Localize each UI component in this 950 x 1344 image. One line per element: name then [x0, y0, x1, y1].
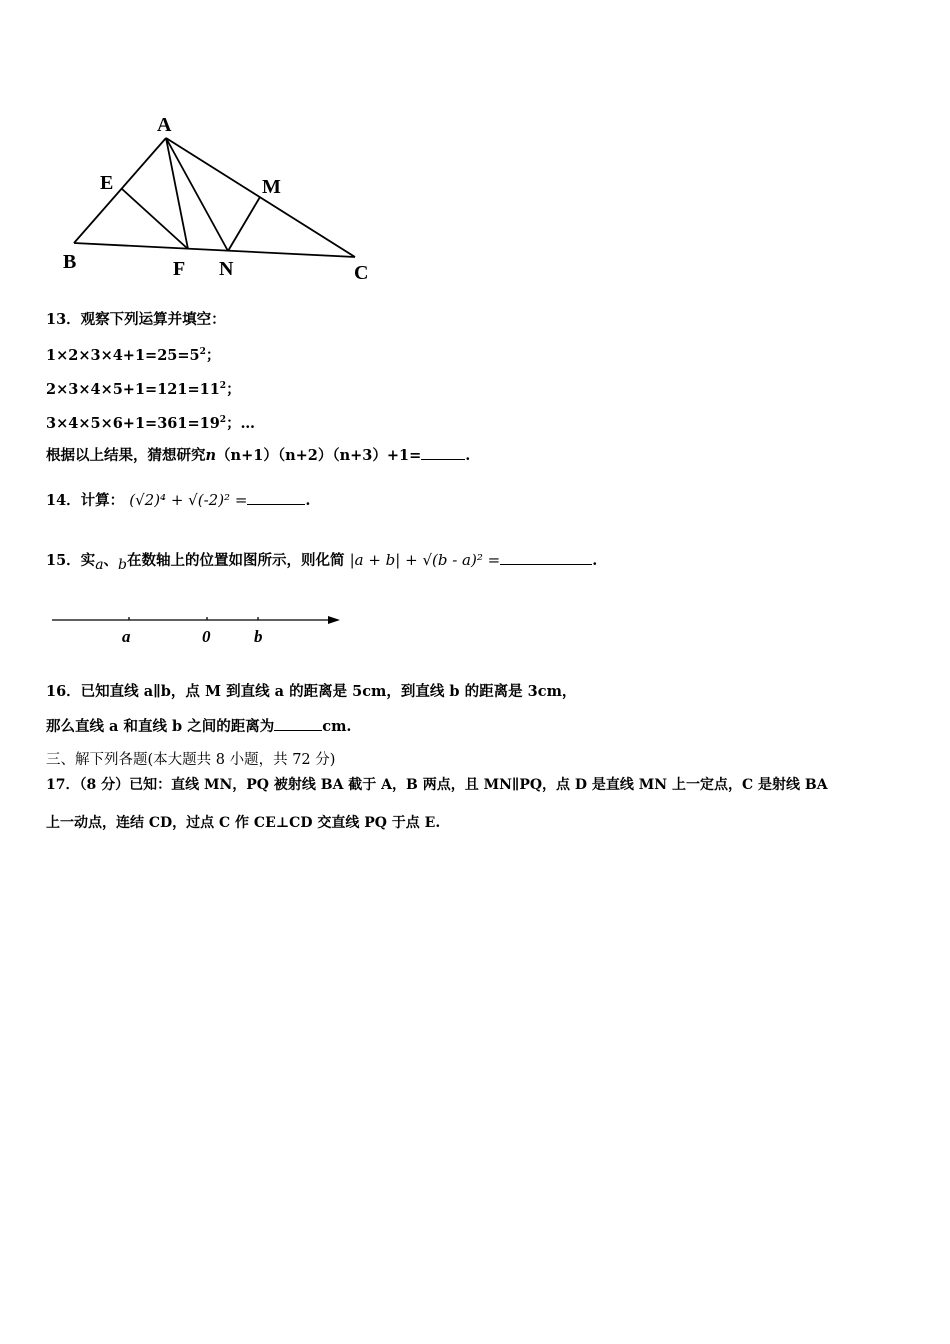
- number-line-label-a: a: [122, 627, 131, 646]
- segment-MN: [228, 197, 260, 251]
- q13-line3: $3\times 4\times 5\times 6+1=361=19^2$；…: [46, 414, 256, 432]
- q16-line1: 16．已知直线 a∥b，点 M 到直线 a 的距离是 5cm，到直线 b 的距离是 3cm，: [46, 683, 577, 700]
- q14: 14．计算： (√2)⁴ + √(-2)² = .: [46, 491, 311, 509]
- q15: 15．实a、b在数轴上的位置如图所示，则化简 |a + b| + √(b - a)² = .: [46, 551, 598, 573]
- answer-blank-14[interactable]: [247, 490, 305, 505]
- number-line: [50, 610, 350, 634]
- label-M: M: [262, 176, 281, 198]
- q13-guess: 根据以上结果，猜想研究n（n+1）（n+2）（n+3）+1= .: [46, 447, 471, 464]
- q14-expression: (√2)⁴ + √(-2)² =: [129, 491, 248, 509]
- q15-expression: |a + b| + √(b - a)² =: [349, 551, 501, 569]
- q13-line2: $2\times 3\times 4\times 5+1=121=11^2$；: [46, 380, 241, 398]
- label-E: E: [100, 172, 114, 194]
- answer-blank-15[interactable]: [500, 550, 592, 565]
- label-F: F: [173, 258, 186, 280]
- label-A: A: [157, 114, 172, 136]
- number-line-label-b: b: [254, 627, 263, 646]
- q13-title: 13．观察下列运算并填空：: [46, 311, 226, 328]
- segment-AN: [166, 138, 228, 251]
- q13-line1: $1\times 2\times 3\times 4+1=25=5^2$；: [46, 346, 221, 364]
- segment-AB: [74, 138, 166, 243]
- q16-line2: 那么直线 a 和直线 b 之间的距离为 cm.: [46, 718, 352, 735]
- q17-line2: 上一动点，连结 CD，过点 C 作 CE⊥CD 交直线 PQ 于点 E.: [46, 815, 441, 831]
- q17-line1: 17．（8 分）已知：直线 MN，PQ 被射线 BA 截于 A，B 两点，且 MN∥PQ，点 D 是直线 MN 上一定点，C 是射线 BA: [46, 777, 828, 793]
- section3-title: 三、解下列各题(本大题共 8 小题，共 72 分): [46, 752, 336, 768]
- answer-blank-16[interactable]: [274, 716, 322, 731]
- label-C: C: [354, 262, 369, 284]
- answer-blank-13[interactable]: [421, 445, 465, 460]
- label-B: B: [63, 251, 77, 273]
- label-N: N: [219, 258, 234, 280]
- segment-BC: [74, 243, 355, 257]
- number-line-label-0: 0: [202, 627, 211, 646]
